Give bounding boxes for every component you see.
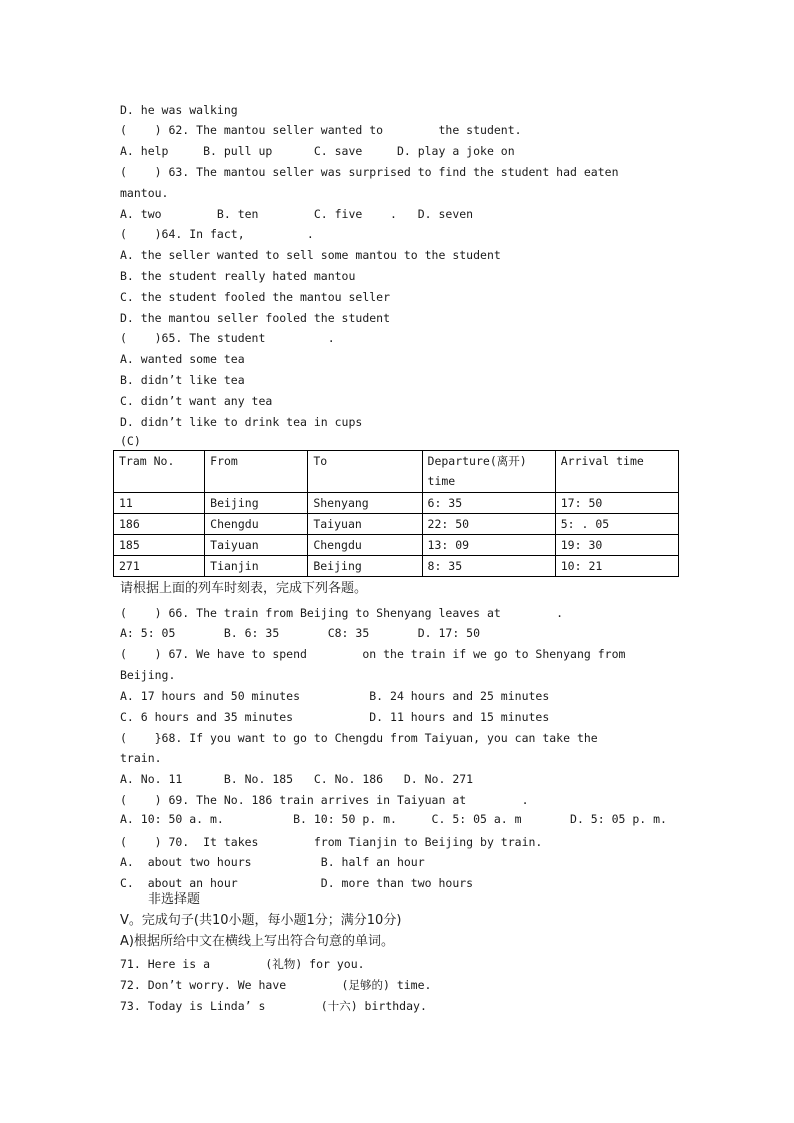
cell-departure: 22: 50 xyxy=(422,514,555,535)
train-timetable xyxy=(113,450,679,577)
question-72: 72. Don’t worry. We have (足够的) time. xyxy=(120,978,432,992)
header-departure-sub: time xyxy=(427,474,456,488)
question-73: 73. Today is Linda’ s (十六) birthday. xyxy=(120,999,427,1013)
table-row xyxy=(114,493,679,514)
options-63: A. two B. ten C. five . D. seven xyxy=(120,207,474,221)
option-65-c: C. didn’t want any tea xyxy=(120,394,273,408)
cell-arrival: 19: 30 xyxy=(555,535,678,556)
options-70-cd: C. about an hour D. more than two hours xyxy=(120,876,474,890)
section-v-heading: V。完成句子(共10小题，每小题1分；满分10分) xyxy=(120,913,402,928)
cell-arrival: 10: 21 xyxy=(555,556,678,577)
section-nonchoice: 非选择题 xyxy=(148,892,201,907)
cell-tram-no: 271 xyxy=(114,556,205,577)
option-65-b: B. didn’t like tea xyxy=(120,373,245,387)
cell-arrival: 17: 50 xyxy=(555,493,678,514)
table-row xyxy=(114,514,679,535)
options-67-ab: A. 17 hours and 50 minutes B. 24 hours and 25 minutes xyxy=(120,689,550,703)
options-67-cd: C. 6 hours and 35 minutes D. 11 hours and 15 minutes xyxy=(120,710,550,724)
cell-to: Beijing xyxy=(308,556,422,577)
header-to: To xyxy=(308,451,422,493)
table-row xyxy=(114,535,679,556)
cell-tram-no: 186 xyxy=(114,514,205,535)
option-64-b: B. the student really hated mantou xyxy=(120,269,356,283)
header-arrival: Arrival time xyxy=(555,451,678,493)
header-from: From xyxy=(205,451,308,493)
question-63-cont: mantou. xyxy=(120,186,169,200)
section-c-label: (C) xyxy=(120,434,141,448)
question-68-cont: train. xyxy=(120,751,162,765)
cell-from: Taiyuan xyxy=(205,535,308,556)
question-67: ( ) 67. We have to spend on the train if we go to Shenyang from xyxy=(120,647,626,661)
question-64: ( )64. In fact, . xyxy=(120,227,314,241)
cell-departure: 6: 35 xyxy=(422,493,555,514)
question-65: ( )65. The student . xyxy=(120,331,335,345)
option-line: D. he was walking xyxy=(120,103,238,117)
cell-from: Tianjin xyxy=(205,556,308,577)
question-63: ( ) 63. The mantou seller was surprised to find the student had eaten xyxy=(120,165,619,179)
options-62: A. help B. pull up C. save D. play a joke on xyxy=(120,144,515,158)
cell-to: Taiyuan xyxy=(308,514,422,535)
cell-to: Chengdu xyxy=(308,535,422,556)
cell-departure: 8: 35 xyxy=(422,556,555,577)
header-departure xyxy=(422,451,555,493)
question-68: ( }68. If you want to go to Chengdu from Taiyuan, you can take the xyxy=(120,731,598,745)
option-64-a: A. the seller wanted to sell some mantou to the student xyxy=(120,248,501,262)
options-66: A: 5: 05 B. 6: 35 C8: 35 D. 17: 50 xyxy=(120,626,481,640)
table-row xyxy=(114,556,679,577)
cell-arrival: 5: . 05 xyxy=(555,514,678,535)
cell-departure: 13: 09 xyxy=(422,535,555,556)
options-69: A. 10: 50 a. m. B. 10: 50 p. m. C. 5: 05 a. m D. 5: 05 p. m. xyxy=(120,812,667,826)
cell-from: Chengdu xyxy=(205,514,308,535)
cell-tram-no: 11 xyxy=(114,493,205,514)
table-header-row xyxy=(114,451,679,493)
question-69: ( ) 69. The No. 186 train arrives in Taiyuan at . xyxy=(120,793,529,807)
option-64-c: C. the student fooled the mantou seller xyxy=(120,290,391,304)
question-66: ( ) 66. The train from Beijing to Shenyang leaves at . xyxy=(120,606,564,620)
instruction-timetable: 请根据上面的列车时刻表，完成下列各题。 xyxy=(120,581,368,596)
option-64-d: D. the mantou seller fooled the student xyxy=(120,311,391,325)
options-68: A. No. 11 B. No. 185 C. No. 186 D. No. 271 xyxy=(120,772,474,786)
question-70: ( ) 70. It takes from Tianjin to Beijing by train. xyxy=(120,835,543,849)
cell-tram-no: 185 xyxy=(114,535,205,556)
header-departure-label: Departure(离开) xyxy=(427,454,527,468)
section-a-instruction: A)根据所给中文在横线上写出符合句意的单词。 xyxy=(120,934,394,949)
options-70-ab: A. about two hours B. half an hour xyxy=(120,855,425,869)
cell-from: Beijing xyxy=(205,493,308,514)
option-65-a: A. wanted some tea xyxy=(120,352,245,366)
question-62: ( ) 62. The mantou seller wanted to the student. xyxy=(120,123,522,137)
header-tram-no: Tram No. xyxy=(114,451,205,493)
option-65-d: D. didn’t like to drink tea in cups xyxy=(120,415,363,429)
question-71: 71. Here is a (礼物) for you. xyxy=(120,957,365,971)
question-67-cont: Beijing. xyxy=(120,668,176,682)
cell-to: Shenyang xyxy=(308,493,422,514)
